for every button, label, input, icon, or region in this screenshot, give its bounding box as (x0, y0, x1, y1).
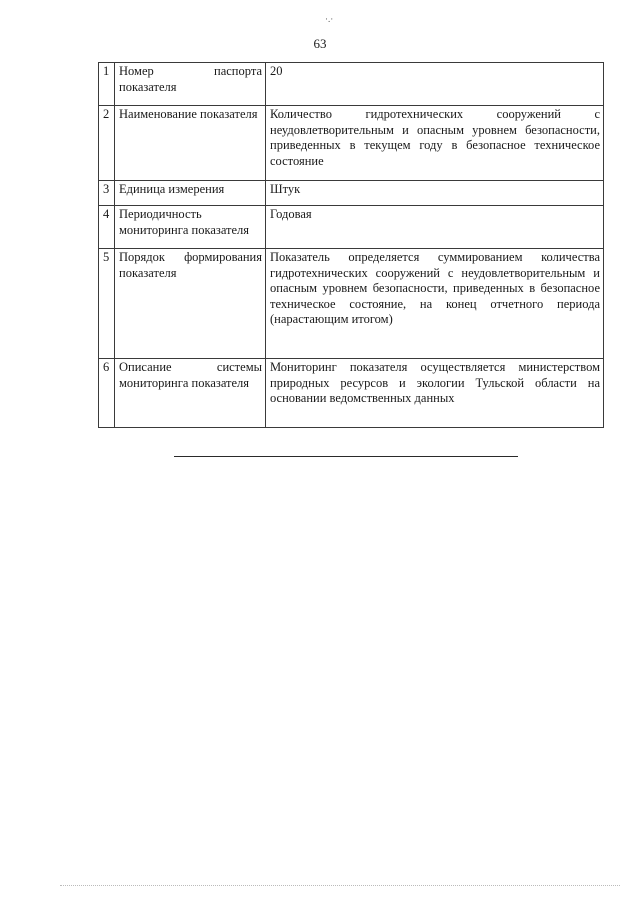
row-number-cell: 1 (99, 63, 115, 106)
row-value-cell: Штук (266, 181, 604, 206)
row-label-cell: Наименование показателя (115, 106, 266, 181)
table-row (99, 249, 604, 359)
page-number: 63 (313, 36, 327, 51)
row-label-cell: Порядок формирования показателя (115, 249, 266, 359)
row-number-cell: 5 (99, 249, 115, 359)
indicator-passport-table (98, 62, 604, 428)
table-row (99, 206, 604, 249)
row-number-cell: 6 (99, 359, 115, 428)
row-value-cell: Мониторинг показателя осуществляется министерством природных ресурсов и экологии Тульской области на основании ведомственных данных (266, 359, 604, 428)
table-row (99, 63, 604, 106)
row-label-cell: Периодичность мониторинга показателя (115, 206, 266, 249)
table-row (99, 181, 604, 206)
row-value-cell: Годовая (266, 206, 604, 249)
row-number-cell: 4 (99, 206, 115, 249)
row-value-cell: Показатель определяется суммированием количества гидротехнических сооружений с неудовлетворительным и опасным уровнем безопасности, приведенных в безопасное техническое состояние, на конец отчетного периода (нарастающим итогом) (266, 249, 604, 359)
document-end-rule (174, 456, 518, 457)
table-row (99, 359, 604, 428)
scan-artifact-mark: ·.· (325, 14, 334, 24)
scan-edge-artifact (60, 885, 620, 886)
row-label-cell: Единица измерения (115, 181, 266, 206)
row-value-cell: Количество гидротехнических сооружений с неудовлетворительным и опасным уровнем безопасности, приведенных в текущем году в безопасное техническое состояние (266, 106, 604, 181)
row-number-cell: 2 (99, 106, 115, 181)
table-row (99, 106, 604, 181)
row-number-cell: 3 (99, 181, 115, 206)
row-label-cell: Номер паспорта показателя (115, 63, 266, 106)
row-label-cell: Описание системы мониторинга показателя (115, 359, 266, 428)
row-value-cell: 20 (266, 63, 604, 106)
